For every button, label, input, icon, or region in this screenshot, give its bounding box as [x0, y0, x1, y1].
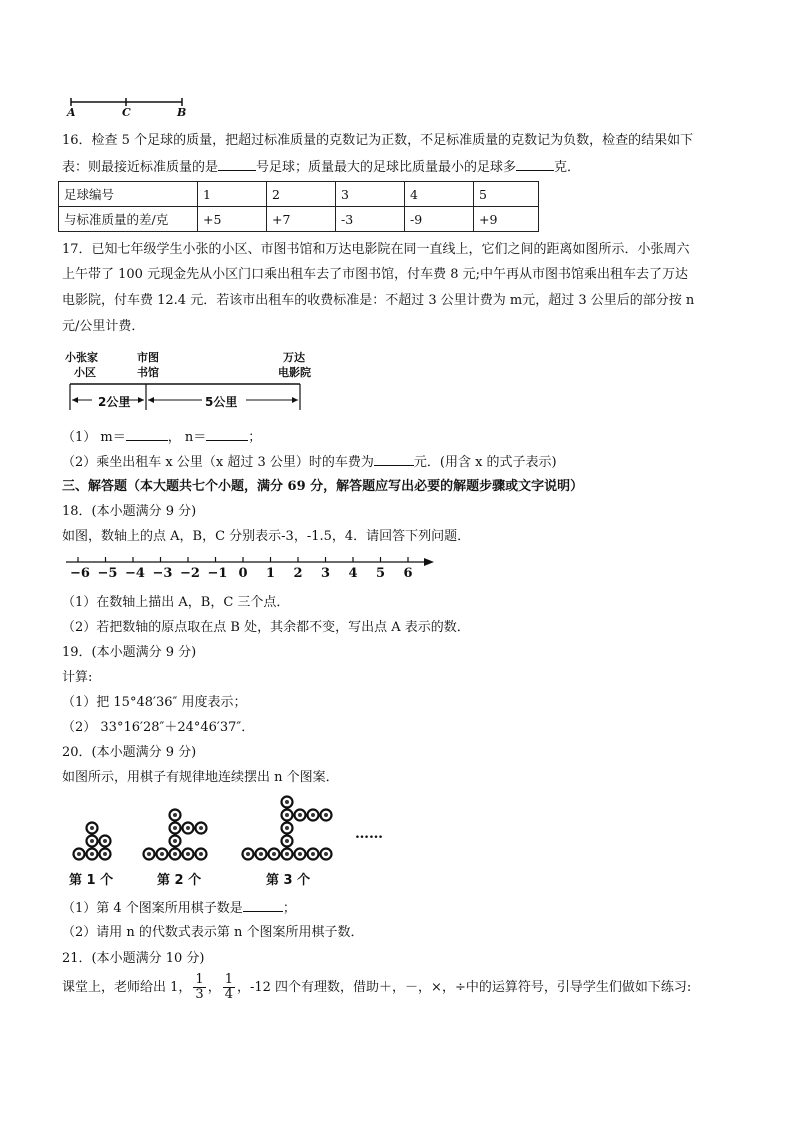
q18-text: 如图，数轴上的点 A，B，C 分别表示-3，-1.5，4．请回答下列问题．	[62, 529, 471, 544]
q17-line3: 电影院，付车费 12.4 元．若该市出租车的收费标准是：不超过 3 公里计费为 m元，超过 3 公里后的部分按 n	[62, 293, 695, 308]
table-cell: -9	[405, 207, 474, 232]
place-label: 市图	[137, 351, 159, 364]
q18-sub2: （2）若把数轴的原点取在点 B 处，其余都不变，写出点 A 表示的数．	[62, 620, 470, 635]
place-label: 小张家	[65, 351, 98, 364]
distance-label: 5公里	[205, 395, 238, 409]
q21-separator: ，	[207, 980, 221, 995]
q19-head: 19．(本小题满分 9 分)	[62, 645, 197, 660]
point-label-c: C	[122, 106, 131, 119]
table-cell: 3	[336, 182, 405, 207]
chess-piece-center	[90, 826, 94, 830]
chess-piece-center	[324, 852, 328, 856]
table-cell: -3	[336, 207, 405, 232]
chess-piece-center	[186, 826, 190, 830]
axis-tick-label: 6	[403, 566, 413, 581]
pattern-label-3: 第 3 个	[266, 873, 311, 888]
q16-line1: 16．检查 5 个足球的质量，把超过标准质量的克数记为正数，不足标准质量的克数记为负数，检查的结果如下	[62, 133, 694, 148]
q20-sub1-text-b: ；	[282, 901, 296, 916]
axis-tick-label: 1	[265, 566, 276, 581]
table-row	[59, 182, 539, 207]
q16-text-c: 克．	[554, 160, 581, 175]
chess-piece-center	[103, 839, 107, 843]
q17-blank-fare[interactable]	[374, 453, 414, 466]
chess-piece-center	[90, 852, 94, 856]
q17-blank-m[interactable]	[126, 428, 168, 441]
point-label-b: B	[177, 106, 187, 119]
chess-piece-center	[147, 852, 151, 856]
q17-line4: 元/公里计费．	[62, 319, 145, 334]
chess-piece-center	[285, 839, 289, 843]
pattern-label-2: 第 2 个	[157, 873, 202, 888]
axis-tick-label: −1	[207, 566, 228, 581]
table-cell: 5	[474, 182, 539, 207]
table-cell: 4	[405, 182, 474, 207]
q16-table	[58, 181, 539, 232]
chess-piece-center	[298, 813, 302, 817]
point-label-a: A	[67, 106, 76, 119]
chess-piece-center	[173, 852, 177, 856]
chess-piece-center	[311, 813, 315, 817]
axis-tick-label: −6	[70, 566, 90, 581]
q17-sub1	[62, 428, 261, 447]
axis-tick-label: 4	[348, 566, 358, 581]
chess-piece-center	[199, 826, 203, 830]
q17-sub1-text-a: （1） m＝	[62, 430, 126, 445]
q17-sub2	[62, 453, 557, 472]
axis-tick-label: −3	[152, 566, 173, 581]
chess-piece-center	[77, 852, 81, 856]
q20-sub2: （2）请用 n 的代数式表示第 n 个图案所用棋子数．	[62, 925, 364, 940]
chess-piece-center	[311, 852, 315, 856]
q20-sub1-text-a: （1）第 4 个图案所用棋子数是	[62, 901, 243, 916]
q21-head: 21．(本小题满分 10 分)	[62, 951, 205, 966]
table-cell: 足球编号	[59, 182, 198, 207]
table-cell: +7	[267, 207, 336, 232]
axis-tick-label: 2	[293, 566, 303, 581]
axis-tick-label: −5	[97, 566, 118, 581]
q21-text-b: ，-12 四个有理数，借助＋，－，×，÷中的运算符号，引导学生们做如下练习:	[236, 980, 692, 995]
axis-tick-label: −4	[125, 566, 145, 581]
chess-piece-center	[173, 826, 177, 830]
q18-head: 18．(本小题满分 9 分)	[62, 504, 197, 519]
table-cell: +5	[198, 207, 267, 232]
fraction-denominator: 4	[224, 987, 233, 1002]
q17-line2: 上午带了 100 元现金先从小区门口乘出租车去了市图书馆，付车费 8 元;中午再从市图书馆乘出租车去了万达	[62, 267, 688, 282]
q16-text-b: 号足球；质量最大的足球比质量最小的足球多	[256, 160, 517, 175]
q20-head: 20．(本小题满分 9 分)	[62, 745, 197, 760]
table-cell: 与标准质量的差/克	[59, 207, 198, 232]
q18-sub1: （1）在数轴上描出 A，B，C 三个点．	[62, 595, 290, 610]
chess-piece-center	[272, 852, 276, 856]
section-3-heading: 三、解答题（本大题共七个小题，满分 69 分，解答题应写出必要的解题步骤或文字说明）	[62, 479, 584, 494]
place-label: 电影院	[278, 366, 311, 379]
axis-tick-label: 5	[375, 566, 386, 581]
table-cell: 2	[267, 182, 336, 207]
fraction-numerator: 1	[224, 972, 233, 987]
chess-piece-center	[173, 813, 177, 817]
q21-text	[62, 970, 691, 1006]
chess-piece-center	[324, 813, 328, 817]
chess-piece-center	[173, 839, 177, 843]
chess-piece-center	[259, 852, 263, 856]
q20-sub1	[62, 899, 296, 918]
pattern-label-1: 第 1 个	[69, 873, 114, 888]
fraction-denominator: 3	[195, 987, 204, 1002]
q19-sub2: （2） 33°16′28″＋24°46′37″．	[62, 720, 255, 735]
table-row	[59, 207, 539, 232]
fraction-numerator: 1	[195, 972, 204, 987]
q17-sub2-text-b: 元．(用含 x 的式子表示)	[413, 455, 557, 470]
fraction-one-third	[193, 973, 205, 1002]
chess-piece-center	[160, 852, 164, 856]
q19-sub1: （1）把 15°48′36″ 用度表示；	[62, 695, 247, 710]
axis-tick-label: 0	[238, 566, 248, 581]
chess-piece-center	[246, 852, 250, 856]
distance-label: 2公里	[98, 395, 131, 409]
q16-text-a: 表：则最接近标准质量的是	[62, 160, 219, 175]
chess-piece-center	[285, 852, 289, 856]
chess-piece-center	[199, 852, 203, 856]
table-cell: 1	[198, 182, 267, 207]
q17-line1: 17．已知七年级学生小张的小区、市图书馆和万达电影院在同一直线上，它们之间的距离如图所示．小张周六	[62, 242, 690, 257]
pattern-ellipsis: ……	[355, 826, 383, 842]
q17-sub1-text-c: ；	[248, 430, 262, 445]
q16-blank-1[interactable]	[218, 158, 256, 171]
chess-piece-center	[298, 852, 302, 856]
place-label: 书馆	[137, 366, 159, 379]
chess-piece-center	[285, 826, 289, 830]
chess-piece-center	[285, 800, 289, 804]
axis-tick-label: 3	[320, 566, 331, 581]
chess-piece-center	[103, 852, 107, 856]
chess-piece-center	[186, 852, 190, 856]
axis-tick-label: −2	[180, 566, 200, 581]
place-label: 万达	[283, 351, 305, 364]
q16-line2	[62, 158, 580, 177]
q21-text-a: 课堂上，老师给出 1，	[62, 980, 192, 995]
place-label: 小区	[74, 366, 96, 379]
chess-piece-center	[285, 813, 289, 817]
q20-blank[interactable]	[243, 899, 283, 912]
q20-text: 如图所示，用棋子有规律地连续摆出 n 个图案．	[62, 770, 339, 785]
q16-blank-2[interactable]	[516, 158, 554, 171]
q17-sub2-text-a: （2）乘坐出租车 x 公里（x 超过 3 公里）时的车费为	[62, 455, 374, 470]
q17-sub1-text-b: ， n＝	[167, 430, 207, 445]
q17-blank-n[interactable]	[206, 428, 248, 441]
table-cell: +9	[474, 207, 539, 232]
fraction-one-fourth	[223, 973, 235, 1002]
q19-text: 计算:	[62, 670, 93, 685]
chess-piece-center	[90, 839, 94, 843]
